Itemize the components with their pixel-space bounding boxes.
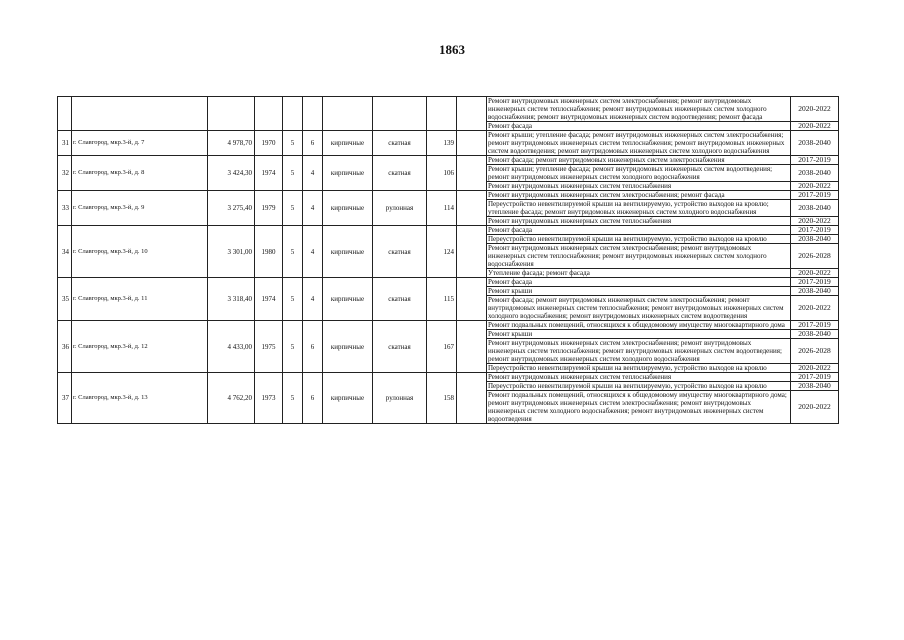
- roof-type: рулонная: [373, 373, 427, 424]
- roof-type: скатная: [373, 278, 427, 321]
- work-period: 2017-2019: [791, 191, 839, 200]
- wall-material: кирпичные: [323, 156, 373, 191]
- roof-type: рулонная: [373, 191, 427, 226]
- work-description: Ремонт внутридомовых инженерных систем электроснабжения; ремонт внутридомовых инженерных систем теплоснабжения; ремонт внутридомовых инженерных систем холодного водоснабжения; ремонт внутридомовых инженерных систем водоотведения; ремонт фасада: [487, 97, 791, 122]
- wall-material: кирпичные: [323, 131, 373, 156]
- address: г. Славгород, мкр.3-й, д. 12: [72, 321, 208, 373]
- work-period: 2038-2040: [791, 165, 839, 182]
- entrances-count: 6: [303, 321, 323, 373]
- work-description: Ремонт фасада: [487, 278, 791, 287]
- work-description: Ремонт фасада; ремонт внутридомовых инженерных систем электроснабжения: [487, 156, 791, 165]
- work-description: Ремонт внутридомовых инженерных систем электроснабжения; ремонт внутридомовых инженерных систем теплоснабжения; ремонт внутридомовых инженерных систем холодного водоснабжения: [487, 244, 791, 269]
- work-period: 2038-2040: [791, 131, 839, 156]
- work-description: Ремонт фасада; ремонт внутридомовых инженерных систем электроснабжения; ремонт внутридомовых инженерных систем теплоснабжения; ремонт внутридомовых инженерных систем холодного водоснабжения; ремонт внутридомовых инженерных систем водоотведения: [487, 296, 791, 321]
- empty-cell: [255, 97, 283, 131]
- residents-count: 124: [427, 226, 457, 278]
- work-period: 2038-2040: [791, 382, 839, 391]
- work-description: Переустройство невентилируемой крыши на вентилируемую, устройство выходов на кровлю: [487, 235, 791, 244]
- empty-cell: [457, 226, 487, 278]
- work-period: 2020-2022: [791, 122, 839, 131]
- work-period: 2020-2022: [791, 182, 839, 191]
- entrances-count: 4: [303, 191, 323, 226]
- residents-count: 115: [427, 278, 457, 321]
- empty-cell: [457, 191, 487, 226]
- work-description: Ремонт внутридомовых инженерных систем электроснабжения; ремонт фасада: [487, 191, 791, 200]
- empty-cell: [457, 321, 487, 373]
- row-number: 35: [58, 278, 72, 321]
- work-period: 2017-2019: [791, 156, 839, 165]
- roof-type: скатная: [373, 226, 427, 278]
- total-area: 4 762,20: [208, 373, 255, 424]
- work-period: 2020-2022: [791, 97, 839, 122]
- page-number: 1863: [439, 42, 465, 57]
- entrances-count: 4: [303, 156, 323, 191]
- row-number: 37: [58, 373, 72, 424]
- address: г. Славгород, мкр.3-й, д. 9: [72, 191, 208, 226]
- total-area: 3 318,40: [208, 278, 255, 321]
- address: г. Славгород, мкр.3-й, д. 10: [72, 226, 208, 278]
- total-area: 3 301,00: [208, 226, 255, 278]
- build-year: 1980: [255, 226, 283, 278]
- work-period: 2038-2040: [791, 330, 839, 339]
- work-period: 2026-2028: [791, 244, 839, 269]
- work-description: Ремонт подвальных помещений, относящихся к общедомовому имуществу многоквартирного дома: [487, 321, 791, 330]
- build-year: 1975: [255, 321, 283, 373]
- empty-cell: [427, 97, 457, 131]
- work-description: Ремонт крыши; утепление фасада; ремонт внутридомовых инженерных систем электроснабжения; ремонт внутридомовых инженерных систем теплоснабжения; ремонт внутридомовых инженерных систем водоотведения; ремонт внутридомовых инженерных систем холодного водоснабжения: [487, 131, 791, 156]
- residents-count: 106: [427, 156, 457, 191]
- empty-cell: [457, 156, 487, 191]
- build-year: 1974: [255, 278, 283, 321]
- empty-cell: [323, 97, 373, 131]
- work-description: Ремонт внутридомовых инженерных систем теплоснабжения: [487, 373, 791, 382]
- entrances-count: 4: [303, 226, 323, 278]
- wall-material: кирпичные: [323, 191, 373, 226]
- wall-material: кирпичные: [323, 278, 373, 321]
- table-row: [58, 191, 839, 200]
- total-area: 4 433,00: [208, 321, 255, 373]
- table-row: [58, 278, 839, 287]
- table-row: [58, 373, 839, 382]
- work-description: Ремонт внутридомовых инженерных систем электроснабжения; ремонт внутридомовых инженерных систем теплоснабжения; ремонт внутридомовых инженерных систем водоотведения; ремонт внутридомовых инженерных систем холодного водоснабжения: [487, 339, 791, 364]
- empty-cell: [457, 131, 487, 156]
- total-area: 3 275,40: [208, 191, 255, 226]
- entrances-count: 6: [303, 373, 323, 424]
- work-description: Ремонт подвальных помещений, относящихся к общедомовому имуществу многоквартирного дома; ремонт внутридомовых инженерных систем электроснабжения; ремонт внутридомовых инженерных систем холодного водоснабжения; ремонт внутридомовых инженерных систем водоотведения: [487, 391, 791, 424]
- work-period: 2038-2040: [791, 235, 839, 244]
- work-period: 2017-2019: [791, 278, 839, 287]
- row-number: 34: [58, 226, 72, 278]
- work-period: 2020-2022: [791, 364, 839, 373]
- roof-type: скатная: [373, 321, 427, 373]
- entrances-count: 6: [303, 131, 323, 156]
- empty-cell: [58, 97, 72, 131]
- build-year: 1973: [255, 373, 283, 424]
- entrances-count: 4: [303, 278, 323, 321]
- residents-count: 158: [427, 373, 457, 424]
- row-number: 32: [58, 156, 72, 191]
- empty-cell: [208, 97, 255, 131]
- work-period: 2038-2040: [791, 200, 839, 217]
- work-period: 2038-2040: [791, 287, 839, 296]
- floors-count: 5: [283, 131, 303, 156]
- residents-count: 114: [427, 191, 457, 226]
- build-year: 1970: [255, 131, 283, 156]
- row-number: 33: [58, 191, 72, 226]
- floors-count: 5: [283, 321, 303, 373]
- address: г. Славгород, мкр.3-й, д. 8: [72, 156, 208, 191]
- floors-count: 5: [283, 156, 303, 191]
- work-description: Ремонт фасада: [487, 226, 791, 235]
- build-year: 1979: [255, 191, 283, 226]
- empty-cell: [373, 97, 427, 131]
- work-period: 2026-2028: [791, 339, 839, 364]
- work-period: 2020-2022: [791, 391, 839, 424]
- work-period: 2020-2022: [791, 217, 839, 226]
- work-description: Переустройство невентилируемой крыши на вентилируемую, устройство выходов на кровлю: [487, 364, 791, 373]
- work-description: Ремонт внутридомовых инженерных систем теплоснабжения: [487, 182, 791, 191]
- work-description: Переустройство невентилируемой крыши на вентилируемую, устройство выходов на кровлю: [487, 382, 791, 391]
- table-row: [58, 131, 839, 156]
- empty-cell: [283, 97, 303, 131]
- work-period: 2017-2019: [791, 373, 839, 382]
- floors-count: 5: [283, 278, 303, 321]
- work-description: Ремонт внутридомовых инженерных систем теплоснабжения: [487, 217, 791, 226]
- table-row: [58, 156, 839, 165]
- carryover-row: [58, 97, 839, 122]
- residents-count: 167: [427, 321, 457, 373]
- roof-type: скатная: [373, 156, 427, 191]
- total-area: 3 424,30: [208, 156, 255, 191]
- work-period: 2020-2022: [791, 269, 839, 278]
- work-period: 2020-2022: [791, 296, 839, 321]
- empty-cell: [457, 373, 487, 424]
- wall-material: кирпичные: [323, 373, 373, 424]
- work-period: 2017-2019: [791, 321, 839, 330]
- work-description: Переустройство невентилируемой крыши на вентилируемую, устройство выходов на кровлю; утепление фасада; ремонт внутридомовых инженерных систем холодного водоснабжения: [487, 200, 791, 217]
- empty-cell: [72, 97, 208, 131]
- total-area: 4 978,70: [208, 131, 255, 156]
- address: г. Славгород, мкр.3-й, д. 7: [72, 131, 208, 156]
- repair-schedule-table: [57, 96, 839, 424]
- empty-cell: [457, 97, 487, 131]
- work-description: Утепление фасада; ремонт фасада: [487, 269, 791, 278]
- row-number: 36: [58, 321, 72, 373]
- floors-count: 5: [283, 191, 303, 226]
- empty-cell: [303, 97, 323, 131]
- address: г. Славгород, мкр.3-й, д. 11: [72, 278, 208, 321]
- build-year: 1974: [255, 156, 283, 191]
- work-period: 2017-2019: [791, 226, 839, 235]
- floors-count: 5: [283, 226, 303, 278]
- work-description: Ремонт крыши: [487, 330, 791, 339]
- work-description: Ремонт крыши; утепление фасада; ремонт внутридомовых инженерных систем водоотведения; ремонт внутридомовых инженерных систем холодного водоснабжения: [487, 165, 791, 182]
- row-number: 31: [58, 131, 72, 156]
- table-row: [58, 226, 839, 235]
- floors-count: 5: [283, 373, 303, 424]
- empty-cell: [457, 278, 487, 321]
- residents-count: 139: [427, 131, 457, 156]
- roof-type: скатная: [373, 131, 427, 156]
- address: г. Славгород, мкр.3-й, д. 13: [72, 373, 208, 424]
- wall-material: кирпичные: [323, 226, 373, 278]
- work-description: Ремонт фасада: [487, 122, 791, 131]
- work-description: Ремонт крыши: [487, 287, 791, 296]
- table-row: [58, 321, 839, 330]
- wall-material: кирпичные: [323, 321, 373, 373]
